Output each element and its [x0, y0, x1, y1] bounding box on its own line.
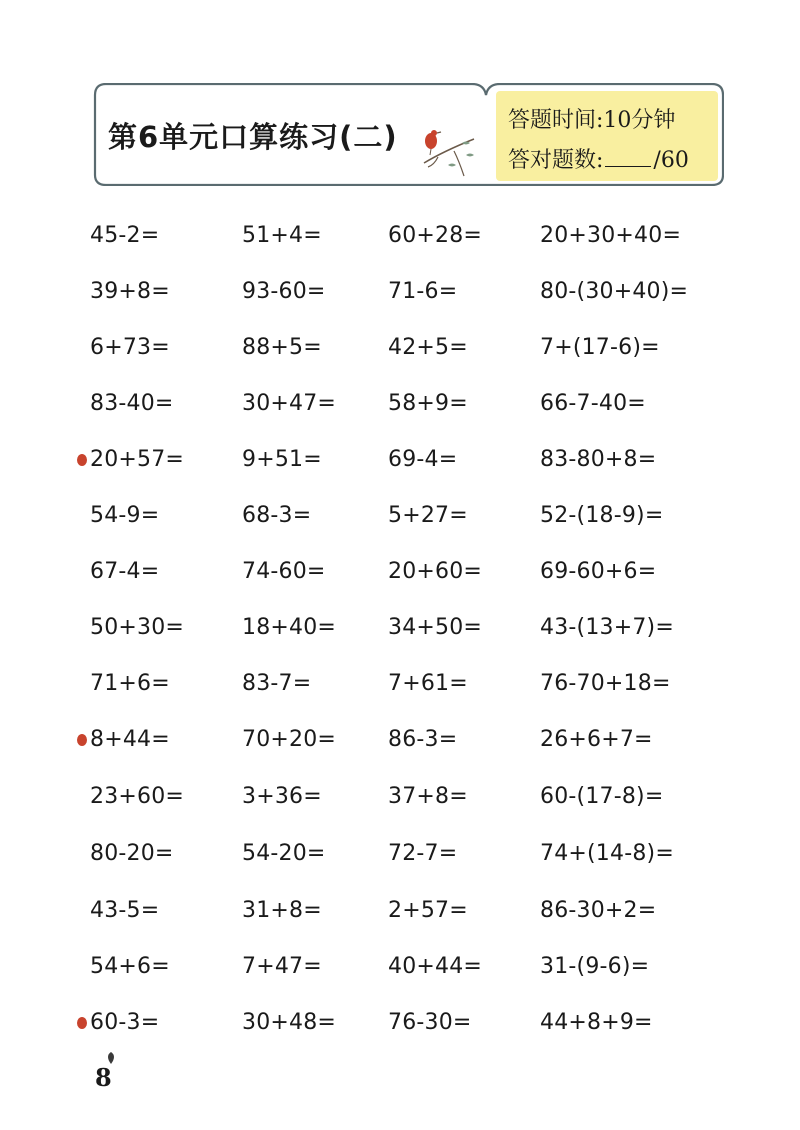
problem: 50+30=	[90, 615, 185, 640]
problem: 9+51=	[242, 447, 322, 472]
problem: 7+47=	[242, 954, 322, 979]
problem: 2+57=	[388, 898, 468, 923]
problem: 39+8=	[90, 279, 170, 304]
problem: 31-(9-6)=	[540, 954, 650, 979]
problem: 42+5=	[388, 335, 468, 360]
problem: 34+50=	[388, 615, 483, 640]
problem: 51+4=	[242, 223, 322, 248]
problem: 88+5=	[242, 335, 322, 360]
problem: 26+6+7=	[540, 727, 653, 752]
problem: 20+60=	[388, 559, 483, 584]
problem: 43-(13+7)=	[540, 615, 674, 640]
problem: 20+30+40=	[540, 223, 682, 248]
header-box	[92, 83, 724, 186]
problem: 83-80+8=	[540, 447, 657, 472]
problem: 76-30=	[388, 1010, 472, 1035]
problem: 76-70+18=	[540, 671, 671, 696]
problem: 52-(18-9)=	[540, 503, 664, 528]
problem: 83-40=	[90, 391, 174, 416]
problem: 30+47=	[242, 391, 337, 416]
problem: 8+44=	[90, 727, 170, 752]
problem: 67-4=	[90, 559, 160, 584]
problem: 74+(14-8)=	[540, 841, 674, 866]
problem: 23+60=	[90, 784, 185, 809]
problem: 80-20=	[90, 841, 174, 866]
problem: 60-(17-8)=	[540, 784, 664, 809]
problem: 66-7-40=	[540, 391, 646, 416]
problem: 86-30+2=	[540, 898, 657, 923]
score-total: /60	[653, 148, 689, 173]
problem: 54-9=	[90, 503, 160, 528]
problem: 30+48=	[242, 1010, 337, 1035]
leaf-marker-icon	[76, 1015, 88, 1029]
problem: 5+27=	[388, 503, 468, 528]
problem: 37+8=	[388, 784, 468, 809]
problem: 83-7=	[242, 671, 312, 696]
leaf-marker-icon	[76, 452, 88, 466]
problem: 68-3=	[242, 503, 312, 528]
problem: 72-7=	[388, 841, 458, 866]
problem: 69-4=	[388, 447, 458, 472]
problem: 20+57=	[90, 447, 185, 472]
answer-time: 答题时间:10分钟	[508, 108, 676, 133]
problem: 69-60+6=	[540, 559, 657, 584]
problem: 71-6=	[388, 279, 458, 304]
problem: 7+61=	[388, 671, 468, 696]
bird-branch-icon	[414, 121, 484, 181]
problem: 71+6=	[90, 671, 170, 696]
info-panel	[496, 91, 718, 181]
problem: 58+9=	[388, 391, 468, 416]
score-line	[508, 143, 689, 174]
problem: 45-2=	[90, 223, 160, 248]
page-number: 8	[95, 1063, 112, 1092]
problem: 7+(17-6)=	[540, 335, 660, 360]
problem: 70+20=	[242, 727, 337, 752]
problem: 86-3=	[388, 727, 458, 752]
problem: 54-20=	[242, 841, 326, 866]
problem: 43-5=	[90, 898, 160, 923]
problem: 54+6=	[90, 954, 170, 979]
problem: 74-60=	[242, 559, 326, 584]
problem: 40+44=	[388, 954, 483, 979]
score-label: 答对题数:	[508, 148, 604, 173]
problem: 93-60=	[242, 279, 326, 304]
problem: 18+40=	[242, 615, 337, 640]
problem: 44+8+9=	[540, 1010, 653, 1035]
leaf-marker-icon	[76, 732, 88, 746]
problem: 3+36=	[242, 784, 322, 809]
problem: 60+28=	[388, 223, 483, 248]
problem: 6+73=	[90, 335, 170, 360]
page-title: 第6单元口算练习(二)	[108, 120, 398, 154]
problem: 31+8=	[242, 898, 322, 923]
score-blank[interactable]	[605, 148, 651, 167]
problem: 60-3=	[90, 1010, 160, 1035]
problem: 80-(30+40)=	[540, 279, 689, 304]
